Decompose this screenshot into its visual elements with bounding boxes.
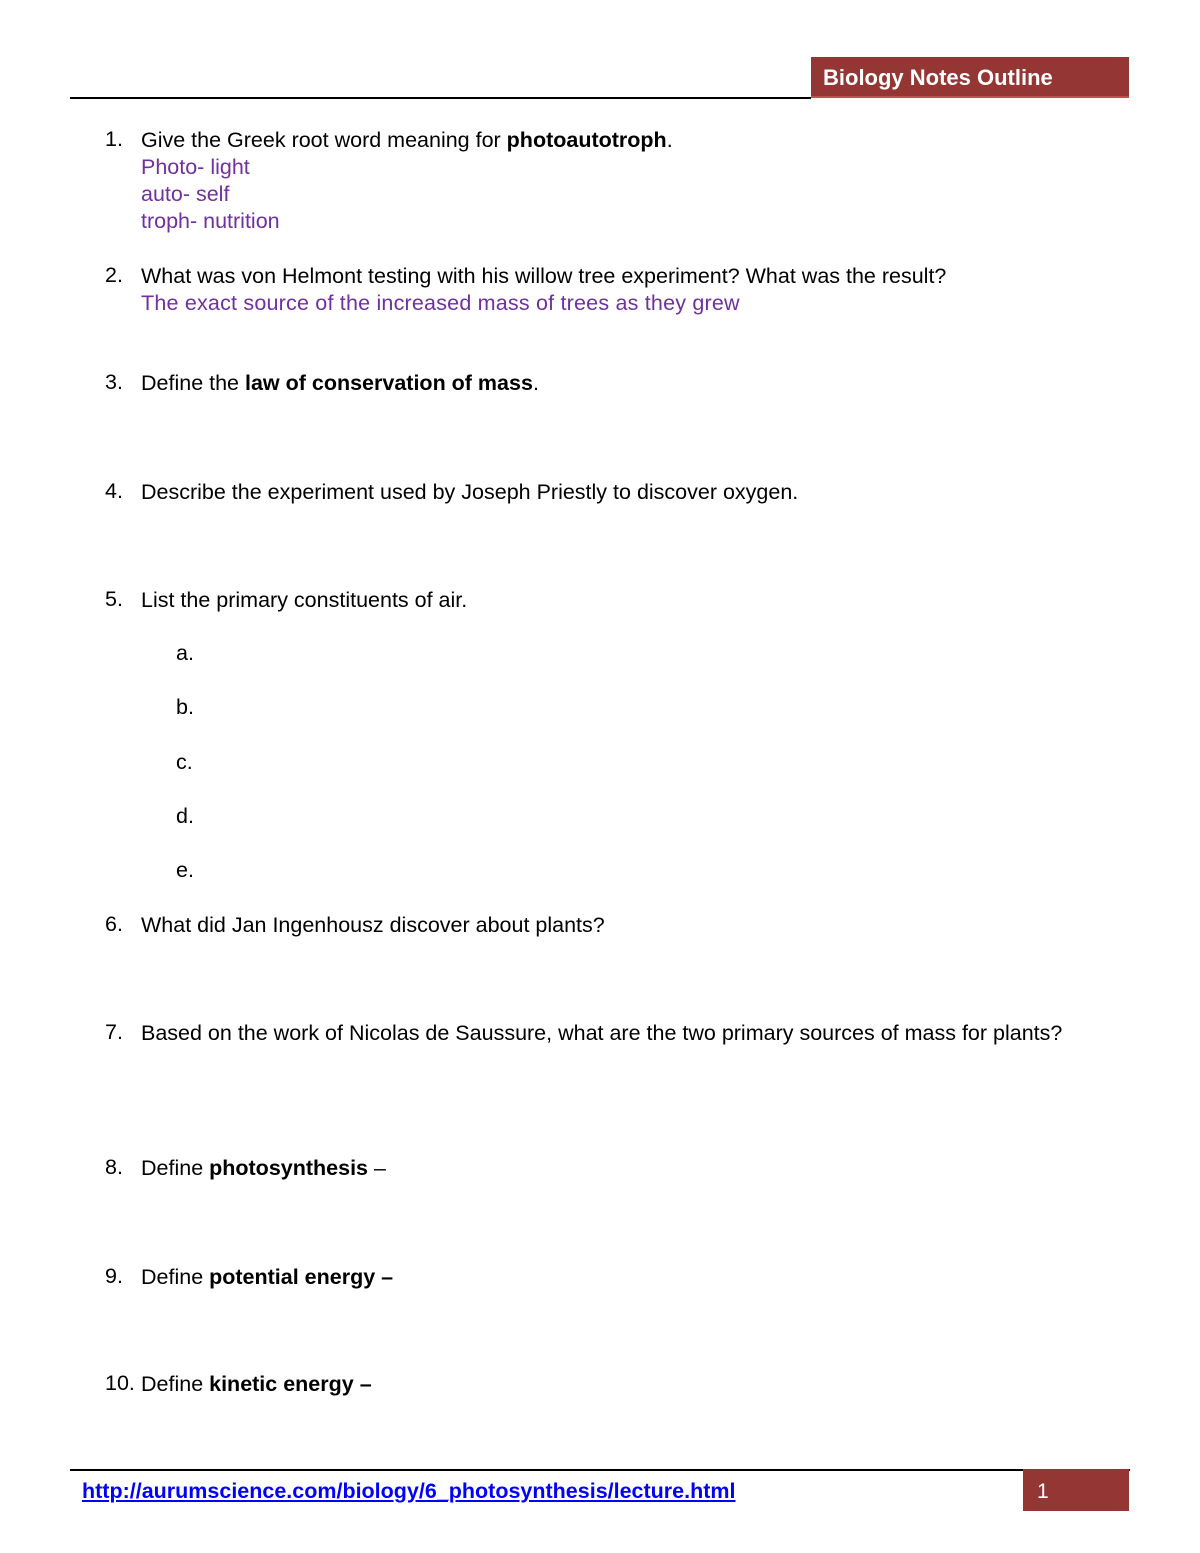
question-number: 1. bbox=[105, 127, 123, 151]
question-text: List the primary constituents of air. bbox=[141, 588, 468, 612]
question-text: Define the law of conservation of mass. bbox=[141, 371, 539, 395]
question-text: What was von Helmont testing with his willow tree experiment? What was the result? The exact source of the increased mass of trees as they grew bbox=[141, 263, 1101, 317]
answer-line: auto- self bbox=[141, 182, 230, 206]
answer-line: The exact source of the increased mass of trees as they grew bbox=[141, 291, 740, 315]
list-item: a. bbox=[176, 641, 194, 665]
page-number: 1 bbox=[1023, 1469, 1129, 1511]
question-text: Define photosynthesis – bbox=[141, 1156, 386, 1180]
list-item: c. bbox=[176, 750, 193, 774]
question-text: Based on the work of Nicolas de Saussure, what are the two primary sources of mass for plants? bbox=[141, 1021, 1063, 1045]
question-number: 9. bbox=[105, 1264, 123, 1288]
question-number: 2. bbox=[105, 263, 123, 287]
header-title: Biology Notes Outline bbox=[811, 57, 1129, 98]
list-item: e. bbox=[176, 858, 194, 882]
question-text: What did Jan Ingenhousz discover about plants? bbox=[141, 913, 605, 937]
question-number: 8. bbox=[105, 1155, 123, 1179]
list-item: b. bbox=[176, 695, 194, 719]
question-number: 4. bbox=[105, 479, 123, 503]
list-item: d. bbox=[176, 804, 194, 828]
footer-rule bbox=[70, 1469, 1130, 1471]
footer-url-link[interactable]: http://aurumscience.com/biology/6_photosynthesis/lecture.html bbox=[82, 1479, 736, 1503]
question-number: 7. bbox=[105, 1020, 123, 1044]
question-number: 6. bbox=[105, 912, 123, 936]
question-number: 5. bbox=[105, 587, 123, 611]
answer-line: Photo- light bbox=[141, 155, 250, 179]
question-text: Define kinetic energy – bbox=[141, 1372, 372, 1396]
question-number: 3. bbox=[105, 370, 123, 394]
question-number: 10. bbox=[105, 1371, 135, 1395]
header-rule bbox=[70, 97, 811, 99]
question-text: Give the Greek root word meaning for photoautotroph. Photo- light auto- self troph- nutrition bbox=[141, 127, 1101, 235]
question-text: Define potential energy – bbox=[141, 1265, 394, 1289]
question-text: Describe the experiment used by Joseph Priestly to discover oxygen. bbox=[141, 480, 799, 504]
answer-line: troph- nutrition bbox=[141, 209, 280, 233]
